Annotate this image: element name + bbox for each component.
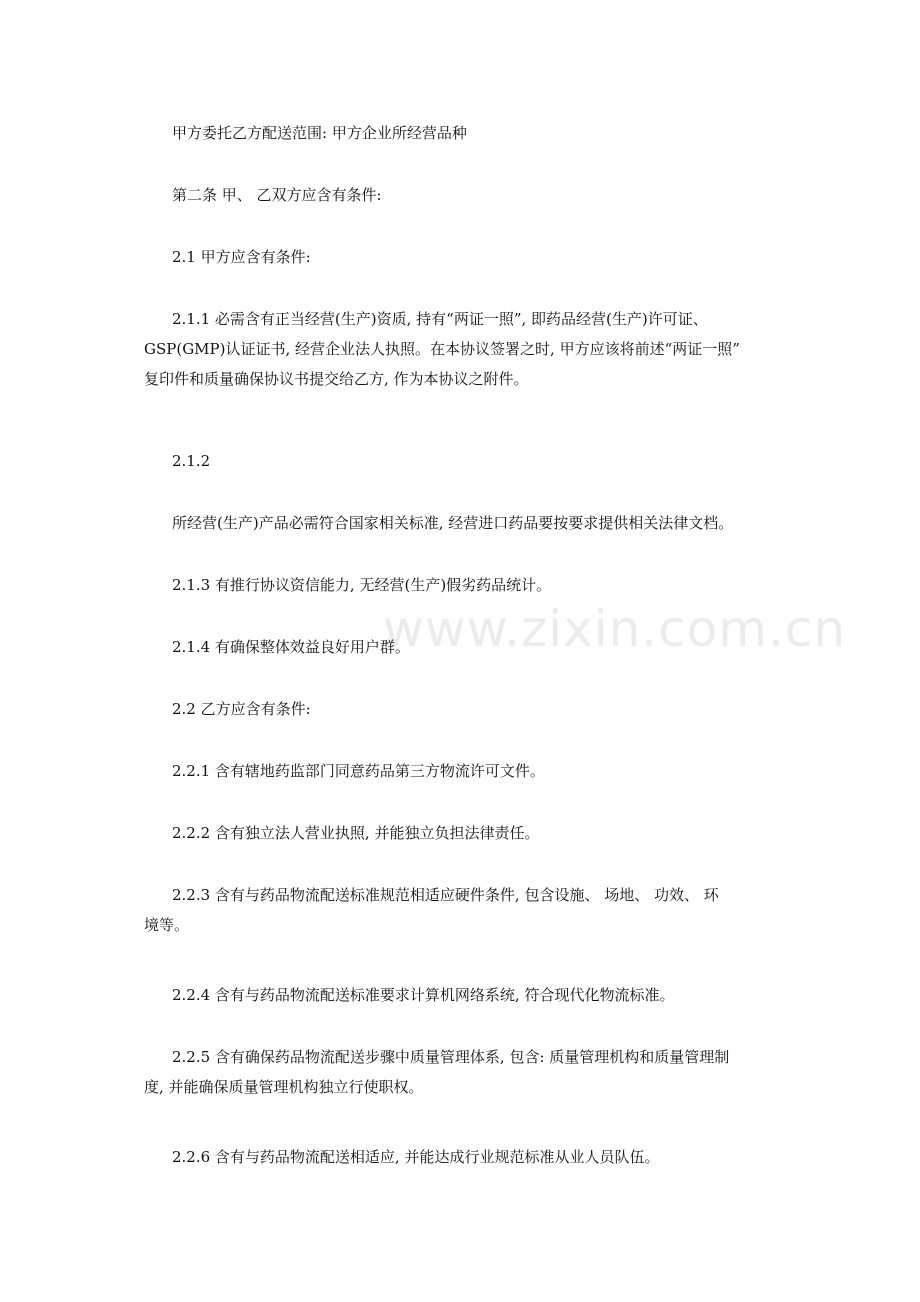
text-line: 2.2.2 含有独立法人营业执照, 并能独立负担法律责任。 [172,824,540,842]
text-line: 复印件和质量确保协议书提交给乙方, 作为本协议之附件。 [144,370,529,388]
text-line: 2.2.6 含有与药品物流配送相适应, 并能达成行业规范标准从业人员队伍。 [172,1148,660,1166]
text-line: 第二条 甲、 乙双方应含有条件: [172,186,382,204]
paragraph-2-2-5 [144,1042,780,1102]
text-line: 2.1.2 [172,452,211,470]
paragraph-2-1-1 [144,304,780,394]
text-line: 境等。 [144,916,190,934]
paragraph-2-1-2-number [172,446,780,476]
text-line: 2.2.5 含有确保药品物流配送步骤中质量管理体系, 包含: 质量管理机构和质量管理制 [172,1048,730,1066]
text-line: 度, 并能确保质量管理机构独立行使职权。 [144,1078,424,1096]
paragraph-2-2-2 [172,818,780,848]
text-line: 2.1 甲方应含有条件: [172,248,311,266]
text-line: 2.1.1 必需含有正当经营(生产)资质, 持有“两证一照”, 即药品经营(生产)许可证、 [172,310,708,328]
paragraph-2-1-heading [172,242,780,272]
paragraph-2-2-3 [144,880,780,940]
text-line: 2.2.4 含有与药品物流配送标准要求计算机网络系统, 符合现代化物流标准。 [172,986,675,1004]
paragraph-2-2-6 [172,1142,780,1172]
paragraph-2-1-2-body [172,508,780,538]
text-line: 2.1.4 有确保整体效益良好用户群。 [172,638,410,656]
paragraph-2-1-3 [172,570,780,600]
paragraph-2-2-1 [172,756,780,786]
text-line: GSP(GMP)认证证书, 经营企业法人执照。在本协议签署之时, 甲方应该将前述“两证一照” [144,340,740,358]
paragraph-2-2-4 [172,980,780,1010]
text-line: 2.1.3 有推行协议资信能力, 无经营(生产)假劣药品统计。 [172,576,552,594]
watermark: www.zixin.com.cn [383,600,847,658]
text-line: 2.2.1 含有辖地药监部门同意药品第三方物流许可文件。 [172,762,545,780]
text-line: 所经营(生产)产品必需符合国家相关标准, 经营进口药品要按要求提供相关法律文档。 [172,514,734,532]
text-line: 2.2.3 含有与药品物流配送标准规范相适应硬件条件, 包含设施、 场地、 功效、 环 [172,886,719,904]
paragraph-delivery-scope [172,118,780,148]
text-line: 甲方委托乙方配送范围: 甲方企业所经营品种 [172,124,467,142]
paragraph-article-two-heading [172,180,780,210]
paragraph-2-2-heading [172,694,780,724]
text-line: 2.2 乙方应含有条件: [172,700,311,718]
